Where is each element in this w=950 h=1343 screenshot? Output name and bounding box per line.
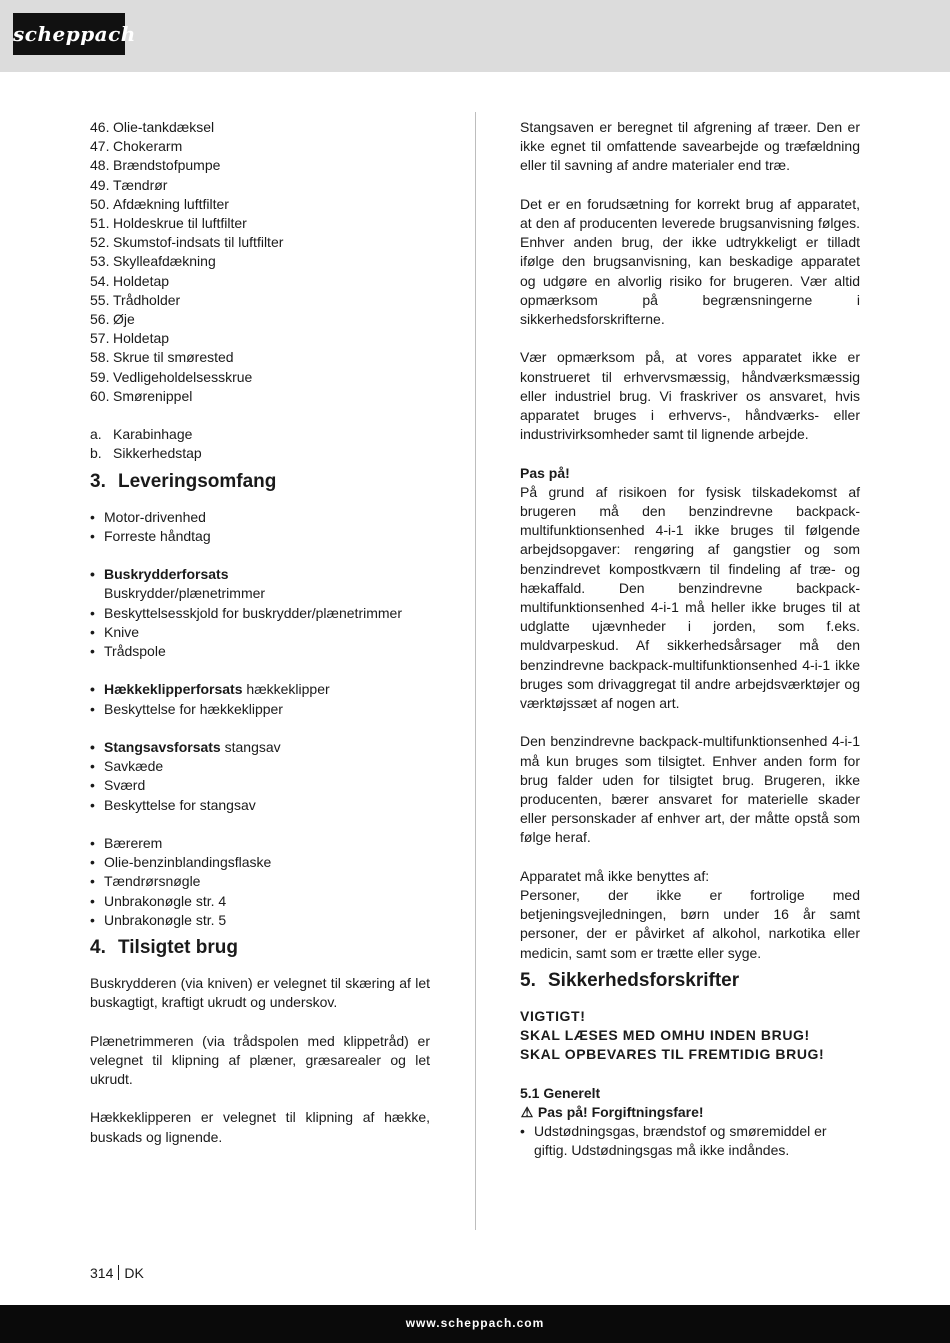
list-item: 51. Holdeskrue til luftfilter xyxy=(90,215,247,232)
column-divider xyxy=(475,112,476,1230)
parts-list xyxy=(90,118,430,406)
list-item: • Hækkeklipperforsats hækkeklipper xyxy=(90,681,330,698)
extras-list xyxy=(90,425,430,463)
page-footer xyxy=(0,1305,950,1343)
paragraph: Buskrydderen (via kniven) er velegnet til skæring af let buskagtigt, kraftigt ukrudt og underskov. xyxy=(90,975,430,1011)
list-item: • Sværd xyxy=(90,777,146,794)
list-item: 57. Holdetap xyxy=(90,330,170,347)
paragraph: På grund af risikoen for fysisk tilskadekomst af brugeren må den benzindrevne backpack-multifunktionsenhed 4-i-1 ikke bruges til følgende arbejdsopgaver: rengøring af gangstier og som benzindrevet kompostkværn til findeling af træ- og hækaffald. Den benzindrevne backpack-multifunktionsenhed 4-i-1 må heller ikke bruges til at udglatte ujævnheder i jorden, som f.eks. muldvarpeskud. Af sikkerhedsårsager må den benzindrevne backpack-multifunktionsenhed 4-i-1 ikke bruges som drivaggregat til andre arbejdsværktøjer og værktøjssæt af nogen art. xyxy=(520,483,860,712)
list-item: • Tændrørsnøgle xyxy=(90,873,201,890)
brand-logo: scheppach xyxy=(13,13,125,55)
list-item: • Beskyttelse for hækkeklipper xyxy=(90,700,283,717)
list-item: • Knive xyxy=(90,623,140,640)
list-item: • Bærerem xyxy=(90,835,163,852)
paragraph: Den benzindrevne backpack-multifunktionsenhed 4-i-1 må kun bruges som tilsigtet. Enhver anden form for brug falder uden for tilsigtet brug. Brugeren, ikke producenten, bærer ansvaret for materielle skader eller personskader af enhver art, der måtte opstå som følge heraf. xyxy=(520,733,860,846)
warning-triangle-icon: ⚠ xyxy=(520,1103,534,1120)
website-link[interactable]: www.scheppach.com xyxy=(405,1316,545,1330)
list-item: • Trådspole xyxy=(90,643,166,660)
list-item: 58. Skrue til smørested xyxy=(90,349,234,366)
paragraph-title: Apparatet må ikke benyttes af: xyxy=(520,867,710,884)
paragraph: Det er en forudsætning for korrekt brug af apparatet, at den af producenten leverede brugsanvisning følges. Enhver anden brug, der ikke udtrykkeligt er tilladt ifølge den brugsanvisning, kan beskadige apparatet og udgøre en alvorlig risiko for brugeren. Vær altid opmærksom på begrænsningerne i sikkerhedsforskrifterne. xyxy=(520,195,860,328)
section-heading-3: 3. Leveringsomfang xyxy=(90,470,277,492)
list-item: a. Karabinhage xyxy=(90,426,193,443)
important-line: SKAL OPBEVARES TIL FREMTIDIG BRUG! xyxy=(520,1046,825,1063)
list-item: b. Sikkerhedstap xyxy=(90,445,202,462)
list-item: • Stangsavsforsats stangsav xyxy=(90,739,281,756)
list-item: • Beskyttelsesskjold for buskrydder/plænetrimmer xyxy=(90,604,402,621)
list-item: 47. Chokerarm xyxy=(90,138,183,155)
list-item: 59. Vedligeholdelsesskrue xyxy=(90,368,253,385)
list-item: • Unbrakonøgle str. 5 xyxy=(90,911,227,928)
list-item: 50. Afdækning luftfilter xyxy=(90,195,229,212)
list-item: • Udstødningsgas, brændstof og smøremiddel er giftig. Udstødningsgas må ikke indåndes. xyxy=(520,1123,827,1159)
list-item: • Buskrydderforsats xyxy=(90,566,229,583)
list-item: 55. Trådholder xyxy=(90,291,181,308)
list-item: 54. Holdetap xyxy=(90,272,170,289)
paragraph: Hækkeklipperen er velegnet til klipning af hække, buskads og lignende. xyxy=(90,1109,430,1145)
paragraph: Stangsaven er beregnet til afgrening af træer. Den er ikke egnet til omfattende savearbejde og træfældning eller til savning af andre materialer end træ. xyxy=(520,119,860,174)
paragraph: Plænetrimmeren (via trådspolen med klippetråd) er velegnet til klipning af plæner, græsarealer og let ukrudt. xyxy=(90,1032,430,1088)
list-item: 60. Smørenippel xyxy=(90,387,193,404)
list-item: • Unbrakonøgle str. 4 xyxy=(90,892,227,909)
page-number: 314 DK xyxy=(90,1265,144,1281)
page-header xyxy=(0,0,950,72)
list-item: Buskrydder/plænetrimmer xyxy=(104,585,266,602)
left-column xyxy=(90,118,430,1147)
list-item: 49. Tændrør xyxy=(90,176,168,193)
list-item: • Olie-benzinblandingsflaske xyxy=(90,854,272,871)
list-item: • Beskyttelse for stangsav xyxy=(90,796,256,813)
caution-title: Pas på! xyxy=(520,464,570,481)
section-heading-5: 5. Sikkerhedsforskrifter xyxy=(520,969,740,991)
list-item: • Motor-drivenhed xyxy=(90,508,206,525)
list-item: 53. Skylleafdækning xyxy=(90,253,216,270)
subsection-title: 5.1 Generelt xyxy=(520,1084,601,1101)
list-item: 52. Skumstof-indsats til luftfilter xyxy=(90,234,284,251)
poison-warning: ⚠ Pas på! Forgiftningsfare! xyxy=(520,1103,860,1122)
paragraph: Vær opmærksom på, at vores apparatet ikke er konstrueret til erhvervsmæssig, håndværksmæssig eller industriel brug. Vi fraskriver os ansvaret, hvis apparatet bruges i erhvervs-, håndværks- eller industrivirksomheder samt til lignende arbejde. xyxy=(520,349,860,443)
list-item: • Forreste håndtag xyxy=(90,527,211,544)
list-item: 56. Øje xyxy=(90,311,135,328)
important-line: VIGTIGT! xyxy=(520,1007,586,1024)
list-item: 46. Olie-tankdæksel xyxy=(90,119,215,135)
list-item: • Savkæde xyxy=(90,758,164,775)
right-column xyxy=(520,118,860,1160)
paragraph: Personer, der ikke er fortrolige med betjeningsvejledningen, børn under 16 år samt personer, der er påvirket af alkohol, narkotika eller medicin, samt som er trætte eller syge. xyxy=(520,887,860,961)
list-item: 48. Brændstofpumpe xyxy=(90,157,221,174)
important-line: SKAL LÆSES MED OMHU INDEN BRUG! xyxy=(520,1027,810,1044)
section-heading-4: 4. Tilsigtet brug xyxy=(90,937,238,959)
